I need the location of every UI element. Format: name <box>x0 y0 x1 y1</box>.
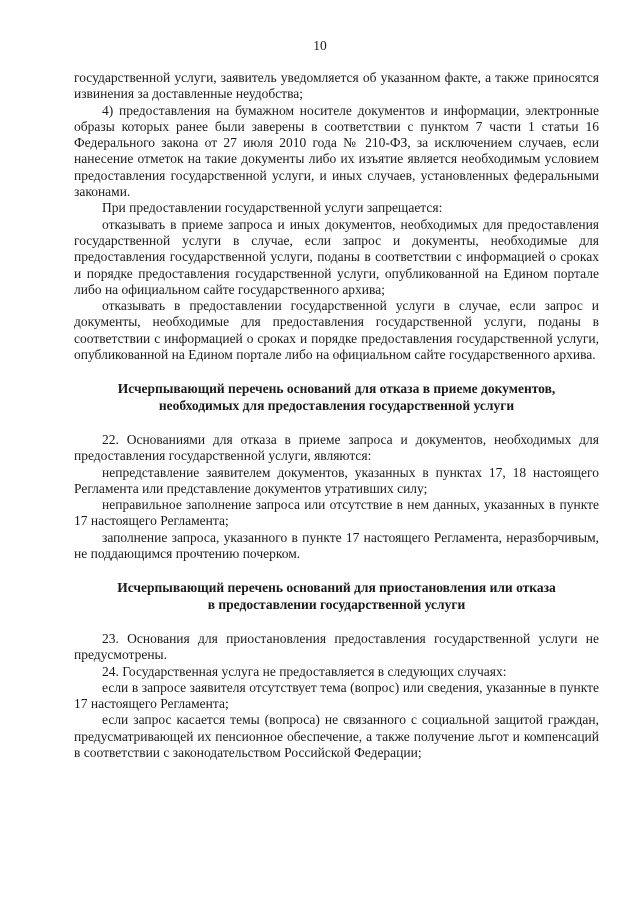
section-heading-line: Исчерпывающий перечень оснований для приостановления или отказа <box>117 580 556 596</box>
spacer <box>74 363 599 381</box>
paragraph: отказывать в приеме запроса и иных документов, необходимых для предоставления государственной услуги в случае, если запрос и документы, необходимые для предоставления государственной услуги, поданы в соответствии с информацией о сроках и порядке предоставления государственной услуги, опубликованной на Едином портале либо на официальном сайте государственного архива; <box>74 216 599 297</box>
spacer <box>74 414 599 432</box>
section-heading <box>74 580 599 613</box>
paragraph: 4) предоставления на бумажном носителе документов и информации, электронные образы которых ранее были заверены в соответствии с пунктом 7 части 1 статьи 16 Федерального закона от 27 июля 2010 года № 210-ФЗ, за исключением случаев, если нанесение отметок на такие документы либо их изъятие является необходимым условием предоставления государственной услуги, и иных случаев, установленных федеральными законами. <box>74 102 599 200</box>
paragraph: 24. Государственная услуга не предоставляется в следующих случаях: <box>102 663 507 679</box>
paragraph: неправильное заполнение запроса или отсутствие в нем данных, указанных в пункте 17 настоящего Регламента; <box>74 497 599 529</box>
spacer <box>74 562 599 580</box>
paragraph: государственной услуги, заявитель уведомляется об указанном факте, а также приносятся извинения за доставленные неудобства; <box>74 70 599 102</box>
paragraph: если в запросе заявителя отсутствует тема (вопрос) или сведения, указанные в пункте 17 настоящего Регламента; <box>74 679 599 712</box>
paragraph: если запрос касается темы (вопроса) не связанного с социальной защитой граждан, предусматривающей их пенсионное обеспечение, а также получение льгот и компенсаций в соответствии с законодательством Российской Федерации; <box>74 712 599 760</box>
paragraph: 23. Основания для приостановления предоставления государственной услуги не предусмотрены. <box>74 630 599 663</box>
section-heading-line: в предоставлении государственной услуги <box>207 596 466 612</box>
paragraph: непредставление заявителем документов, указанных в пунктах 17, 18 настоящего Регламента или представление документов утративших силу; <box>74 464 599 496</box>
paragraph: 22. Основаниями для отказа в приеме запроса и документов, необходимых для предоставления государственной услуги, являются: <box>74 431 599 464</box>
spacer <box>74 613 599 631</box>
paragraph: отказывать в предоставлении государственной услуги в случае, если запрос и документы, необходимые для предоставления государственной услуги, поданы в соответствии с информацией о сроках и порядке предоставления государственной услуги, опубликованной на Едином портале либо на официальном сайте государственного архива. <box>74 298 599 363</box>
section-heading-line: Исчерпывающий перечень оснований для отказа в приеме документов, <box>117 381 556 397</box>
page-number: 10 <box>313 38 327 53</box>
paragraph: заполнение запроса, указанного в пункте 17 настоящего Регламента, неразборчивым, не поддающимся прочтению почерком. <box>74 529 599 562</box>
document-body <box>74 70 599 761</box>
section-heading <box>74 381 599 414</box>
section-heading-line: необходимых для предоставления государственной услуги <box>158 397 515 413</box>
paragraph: При предоставлении государственной услуги запрещается: <box>102 200 443 216</box>
